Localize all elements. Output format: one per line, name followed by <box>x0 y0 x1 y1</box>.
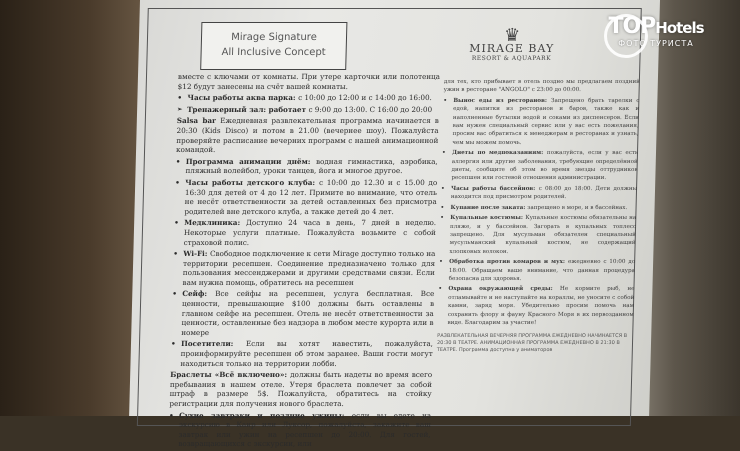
tophotels-watermark <box>596 14 716 72</box>
rule-text: Доступно 24 часа в день, 7 дней в неделю. Некоторые услуги платные. Пожалуйста возьмите с собой страховой полис. <box>183 218 437 247</box>
rule-item <box>170 339 433 368</box>
rule-text: с 10:00 до 12:00 и с 14:00 до 16:00. <box>298 93 433 103</box>
background-left <box>0 0 150 416</box>
watermark-top: TOP <box>608 14 656 39</box>
right-items <box>437 97 639 328</box>
rule-title: Часы работы бассейнов: <box>450 185 539 192</box>
rule-text: ежедневно с 10:00 до 18:00. Обращаем ваше внимание, что данная процедура безопасна для здоровья. <box>448 259 636 282</box>
rule-title: Обработка против комаров и мух: <box>449 259 569 266</box>
rule-title: Salsa bar <box>176 116 221 126</box>
rule-item <box>174 218 437 247</box>
header-line-1: Mirage Signature <box>231 32 317 43</box>
header-line-2: All Inclusive Concept <box>221 47 326 58</box>
rule-item <box>171 289 434 337</box>
rule-item <box>172 249 435 287</box>
rule-text: Ежедневная развлекательная программа начинается в 20:30 (Kids Disco) и потом в 21.00 (вечернее шоу). Пожалуйста проверяйте расписание вечерних программ с нашей анимационной командой. <box>175 116 439 155</box>
rule-title: Медклиника: <box>184 218 247 228</box>
rule-title: Wi-Fi: <box>183 249 211 259</box>
rule-text: Свободное подключение к сети Mirage доступно только на территории ресепшен. Соединение предназначено только для пользования мессенджерами и другими средствами связи. Если вам нужна помощь, обратитесь на ресепшен <box>182 249 436 287</box>
rule-item <box>175 157 438 176</box>
left-column <box>168 72 440 451</box>
rule-title: Тренажерный зал: работает <box>187 104 309 114</box>
rule-title: Браслеты «Всё включено»: <box>170 370 291 380</box>
rule-title: Купание после заката: <box>450 204 528 211</box>
rule-item <box>169 370 432 408</box>
rule-text: пожалуйста, если у вас есть аллергия или другие заболевания, требующие определённой диеты, сообщите об этом во время звезды оттрудников ресепшен или гостевой отношения администрации. <box>451 150 639 182</box>
crown-logo-icon: ♛ <box>503 25 521 46</box>
rule-item <box>442 97 639 147</box>
left-intro: вместе с ключами от комнаты. При утере карточки или полотенца $12 будут занесены на счёт вашей комнаты. <box>177 72 441 91</box>
rule-text: с 10:00 до 12.30 и с 15.00 до 16:30 для детей от 4 до 12 лет. Примите во внимание, что отель не несёт ответственности за детей оставленных без присмотра родителей вне детского клуба, а также детей до 4 лет. <box>184 177 438 216</box>
rule-item <box>440 204 636 212</box>
watermark-subtitle: ФОТО ТУРИСТА <box>618 39 694 48</box>
brand-name: MIRAGE BAY <box>469 42 555 55</box>
hotel-brand <box>456 25 567 62</box>
rule-item <box>441 185 637 202</box>
paper-sheet <box>129 0 660 449</box>
rule-text: водная гимнастика, аэробика, пляжный волейбол, уроки танцев, йога и многое другое. <box>185 156 438 176</box>
rule-item <box>174 178 437 216</box>
rule-text: Не кормите рыб, не отламывайте и не наступайте на кораллы, не уносите с собой камни, заряд моря. Убедительно просим помочь нам сохранить флору и фауну Красного Моря в их первозданном виде. Благодарим за участие! <box>447 286 635 326</box>
watermark-hotels: Hotels <box>655 19 704 37</box>
evening-program-note: РАЗВЛЕКАТЕЛЬНАЯ ВЕЧЕРНЯЯ ПРОГРАММА ЕЖЕДНЕВНО НАЧИНАЕТСЯ В 20:30 В ТЕАТРЕ. АНИМАЦИОННАЯ ПРОГРАММА ЕЖЕДНЕВНО В 21:30 В ТЕАТРЕ. Программа доступна у аниматоров <box>436 333 628 354</box>
rule-title: Вынос еды из ресторанов: <box>453 97 552 104</box>
rule-text: Все сейфы на ресепшен, услуга бесплатная. Все ценности, превышающие $100 должны быть оставлены в главном сейфе на ресепшен. Отель не несёт ответственности за ценности, оставленные без надзора в любом месте курорта или в номере <box>181 289 435 337</box>
rule-text: должны быть надеты во время всего пребывания в нашем отеле. Утеря браслета повлечет за собой штраф в размере 5$. Пожалуйста, обратитесь на стойку регистрации для получения нового браслета. <box>169 370 433 408</box>
rule-text: Купальные костюмы обязательны на пляже, и у бассейнов. Загорать в купальных топлесс запрещено. Для мусульман обязателен специальный мусульманский купальный костюм, не содержащий хлопковых волокон. <box>449 215 637 255</box>
rule-item <box>439 258 636 283</box>
rule-item <box>439 214 636 256</box>
rule-item <box>176 116 439 154</box>
rule-text: Запрещено брать тарелки с едой, напитки из ресторанов и баров, также как и наполненные бутылки водой и соками из диспенсеров. Если вам нужен специальный сервис или у вас есть пожелания, просим вас обратиться к менеджерам в ресторанах и узнать, чем мы можем помочь. <box>452 97 640 146</box>
rule-title: Диеты по медпоказаниям: <box>451 150 548 157</box>
rule-title: Сейф: <box>182 289 216 299</box>
right-column <box>437 78 640 354</box>
rule-item <box>177 93 439 103</box>
rule-item <box>441 149 638 183</box>
rule-item <box>177 105 439 115</box>
rule-text: Если вы хотят навестить, пожалуйста, проинформируйте ресепшен об этом заранее. Ваши гости могут находиться только на территории лобби. <box>180 339 434 368</box>
rule-item <box>168 411 431 449</box>
watermark-ring-icon <box>604 14 648 58</box>
rule-text: если вы едете на экскурсию в Каир или Луксор, пожалуйста, закажите ваш завтрак или ужин на ресепшен до 20:00. Для гостей, возвращающихся с экскурсии, или <box>178 410 432 449</box>
rule-title: Посетители: <box>180 339 247 349</box>
rule-title: Охрана окружающей среды: <box>448 286 560 293</box>
rule-title: Программа анимации днём: <box>185 156 317 166</box>
rule-item <box>437 285 634 327</box>
rule-title: Часы работы аква парка: <box>187 93 299 103</box>
concept-header-box <box>200 22 347 70</box>
rule-text: с 08:00 до 18:00. Дети должны находится под присмотром родителей. <box>450 185 638 201</box>
right-intro: для тех, кто прибывает в отель поздно мы предлагаем поздний ужин в ресторане "ANGOLO" с 23:00 до 00:00. <box>443 79 640 94</box>
left-items <box>168 93 439 449</box>
rule-text: с 9:00 до 13:00. С 16:00 до 20:00 <box>308 104 433 114</box>
brand-subtitle: RESORT & AQUAPARK <box>471 55 552 62</box>
rule-text: запрещено в море, и в бассейнах. <box>527 204 628 211</box>
rule-title: Купальные костюмы: <box>450 215 526 222</box>
rule-title: Сухие завтраки и поздние ужины: <box>179 410 352 420</box>
rule-title: Часы работы детского клуба: <box>185 177 320 187</box>
